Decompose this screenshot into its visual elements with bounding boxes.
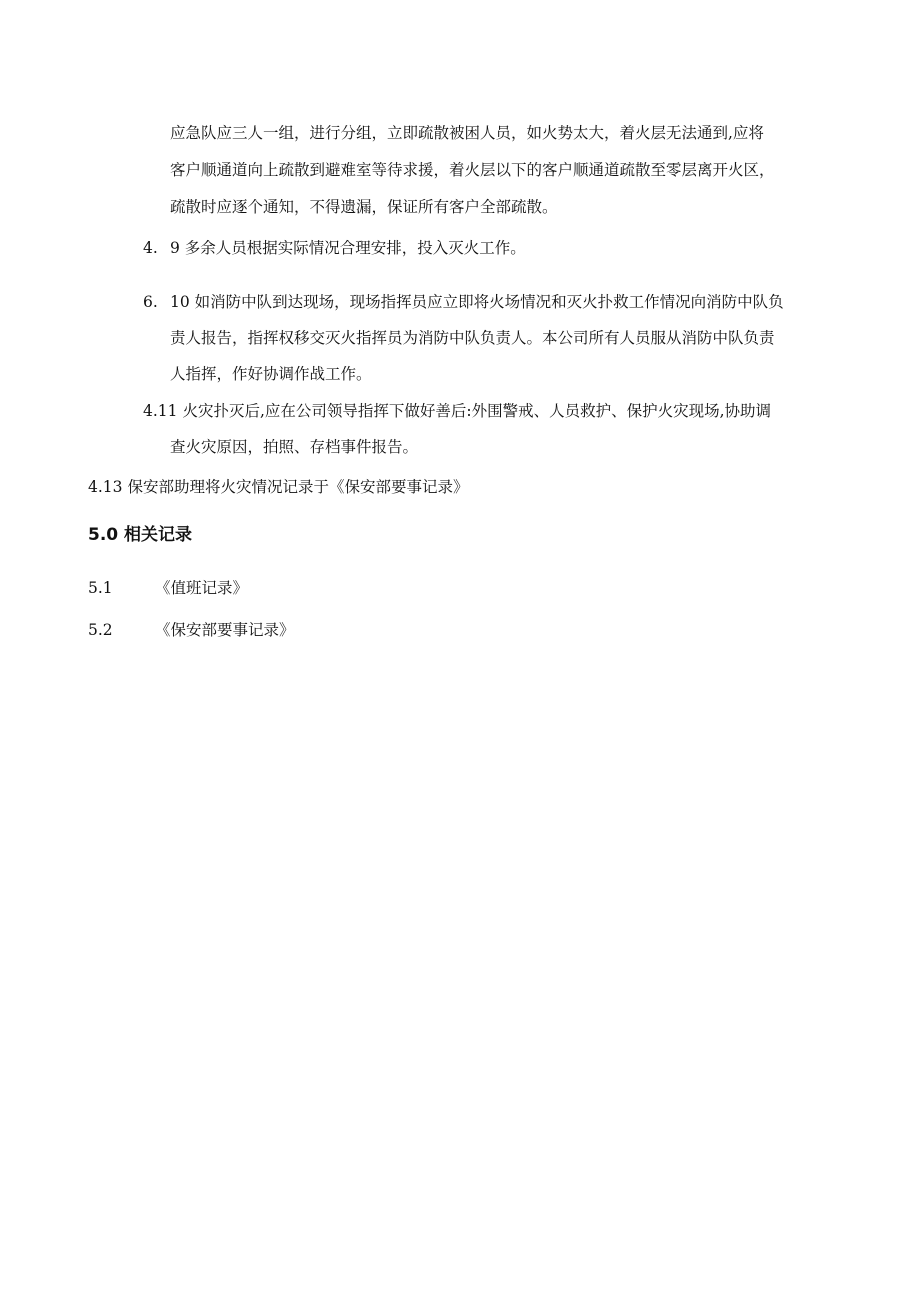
item-text: 9 多余人员根据实际情况合理安排，投入灭火工作。 [170,239,526,257]
item-number: 4. [143,239,158,257]
item-text: 查火灾原因，拍照、存档事件报告。 [170,438,419,456]
item-text: 责人报告，指挥权移交灭火指挥员为消防中队负责人。本公司所有人员服从消防中队负责 [170,329,775,347]
item-text: 10 如消防中队到达现场，现场指挥员应立即将火场情况和灭火扑救工作情况向消防中队负 [170,293,784,311]
item-number: 6. [143,293,158,311]
paragraph-line: 疏散时应逐个通知，不得遗漏，保证所有客户全部疏散。 [170,198,558,216]
record-title: 《值班记录》 [155,579,249,597]
record-number: 5.1 [88,579,113,597]
record-title: 《保安部要事记录》 [155,621,295,639]
item-text: 4.11 火灾扑灭后,应在公司领导指挥下做好善后:外围警戒、人员救护、保护火灾现场,协助调 [143,402,772,420]
item-text: 4.13 保安部助理将火灾情况记录于《保安部要事记录》 [88,478,469,496]
item-text: 人指挥，作好协调作战工作。 [170,365,372,383]
section-heading: 5.0 相关记录 [88,525,193,545]
paragraph-line: 客户顺通道向上疏散到避难室等待求援，着火层以下的客户顺通道疏散至零层离开火区， [170,161,775,179]
paragraph-line: 应急队应三人一组，进行分组，立即疏散被困人员，如火势太大，着火层无法通到,应将 [170,124,764,142]
record-number: 5.2 [88,621,113,639]
